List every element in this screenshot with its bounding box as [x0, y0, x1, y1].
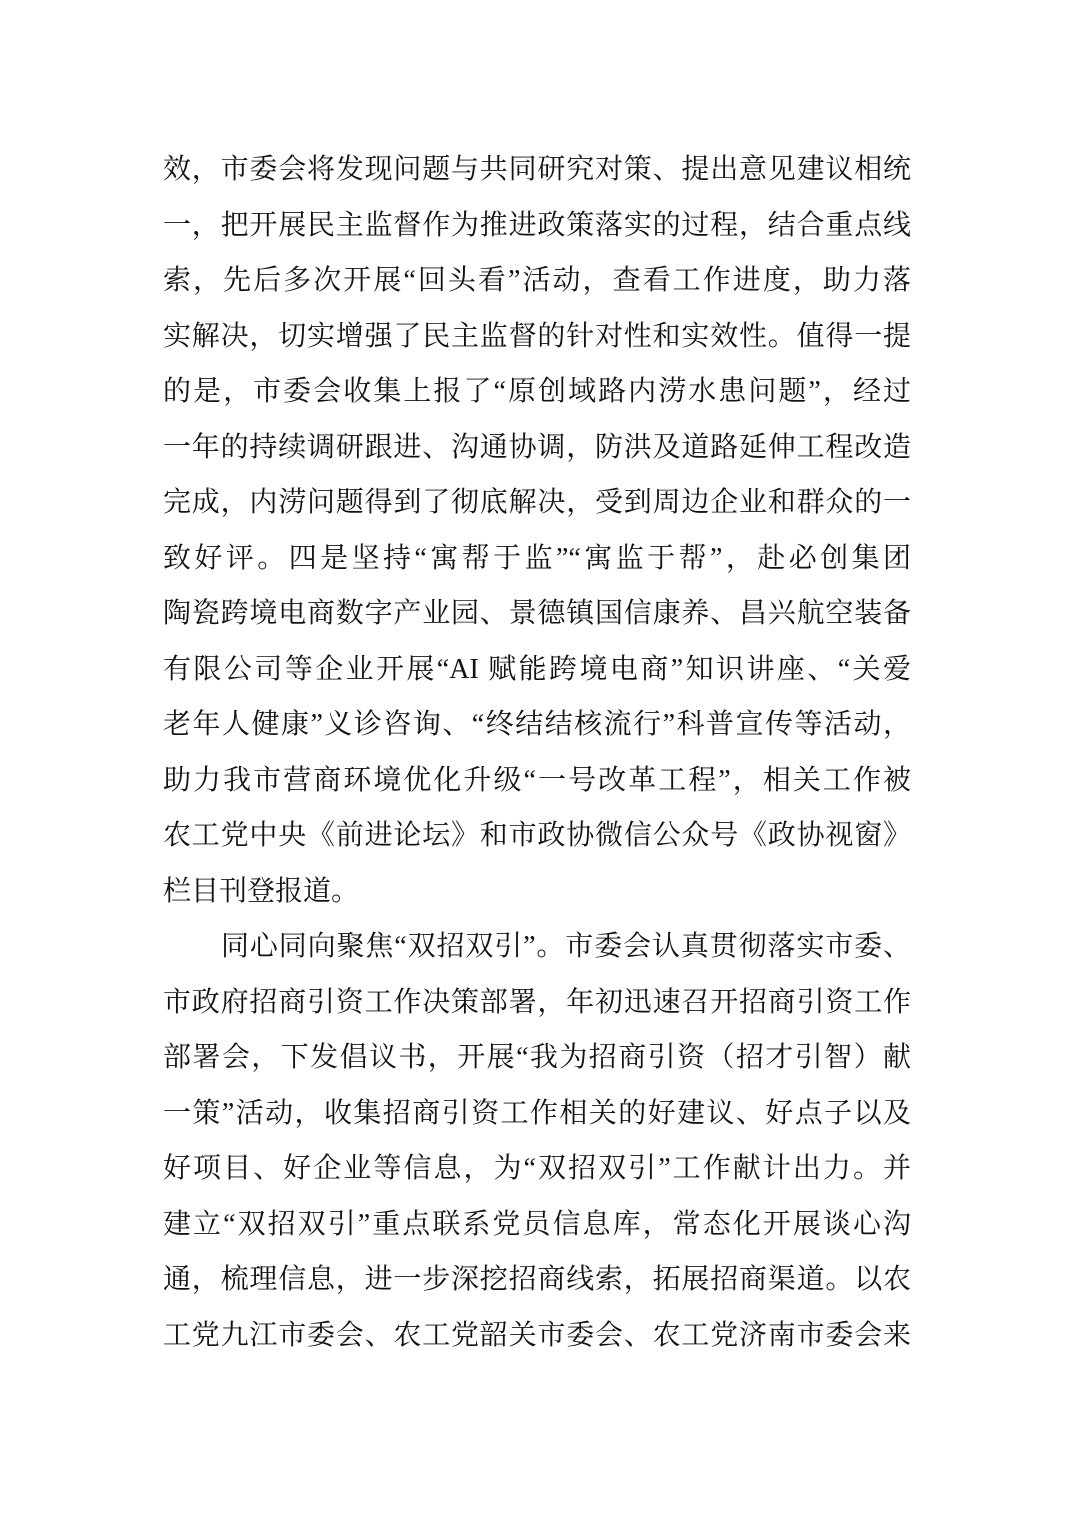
paragraph-2-line-7: 通，梳理信息，进一步深挖招商线索，拓展招商渠道。以农: [163, 1264, 911, 1295]
paragraph-2-line-3: 部署会，下发倡议书，开展“我为招商引资（招才引智）献: [163, 1042, 911, 1073]
paragraph-2-line-8: 工党九江市委会、农工党韶关市委会、农工党济南市委会来: [163, 1319, 911, 1351]
paragraph-1-line-4: 实解决，切实增强了民主监督的针对性和实效性。值得一提: [163, 320, 911, 352]
paragraph-1-line-13: 农工党中央《前进论坛》和市政协微信公众号《政协视窗》: [163, 820, 911, 851]
paragraph-1-line-10: 有限公司等企业开展“AI 赋能跨境电商”知识讲座、“关爱: [163, 653, 911, 685]
paragraph-1-line-8: 致好评。四是坚持“寓帮于监”“寓监于帮”，赴必创集团: [163, 542, 911, 574]
paragraph-1-line-12: 助力我市营商环境优化升级“一号改革工程”，相关工作被: [163, 764, 911, 796]
paragraph-2-line-5: 好项目、好企业等信息，为“双招双引”工作献计出力。并: [163, 1153, 911, 1184]
paragraph-1-line-2: 一，把开展民主监督作为推进政策落实的过程，结合重点线: [163, 209, 911, 241]
paragraph-1-line-1: 效，市委会将发现问题与共同研究对策、提出意见建议相统: [163, 154, 911, 185]
paragraph-2-line-6: 建立“双招双引”重点联系党员信息库，常态化开展谈心沟: [163, 1208, 911, 1240]
paragraph-1-line-14: 栏目刊登报道。: [163, 875, 360, 907]
paragraph-2-line-1: 同心同向聚焦“双招双引”。市委会认真贯彻落实市委、: [221, 931, 911, 962]
document-body: [163, 142, 911, 1363]
paragraph-1-line-5: 的是，市委会收集上报了“原创域路内涝水患问题”，经过: [163, 376, 911, 407]
paragraph-2-line-2: 市政府招商引资工作决策部署，年初迅速召开招商引资工作: [163, 986, 911, 1018]
paragraph-1-line-7: 完成，内涝问题得到了彻底解决，受到周边企业和群众的一: [163, 487, 911, 518]
paragraph-1-line-3: 索，先后多次开展“回头看”活动，查看工作进度，助力落: [163, 265, 911, 296]
paragraph-1-line-9: 陶瓷跨境电商数字产业园、景德镇国信康养、昌兴航空装备: [163, 598, 911, 629]
paragraph-1-line-6: 一年的持续调研跟进、沟通协调，防洪及道路延伸工程改造: [163, 431, 911, 463]
paragraph-2-line-4: 一策”活动，收集招商引资工作相关的好建议、好点子以及: [163, 1097, 911, 1129]
paragraph-1-line-11: 老年人健康”义诊咨询、“终结结核流行”科普宣传等活动，: [163, 709, 911, 740]
